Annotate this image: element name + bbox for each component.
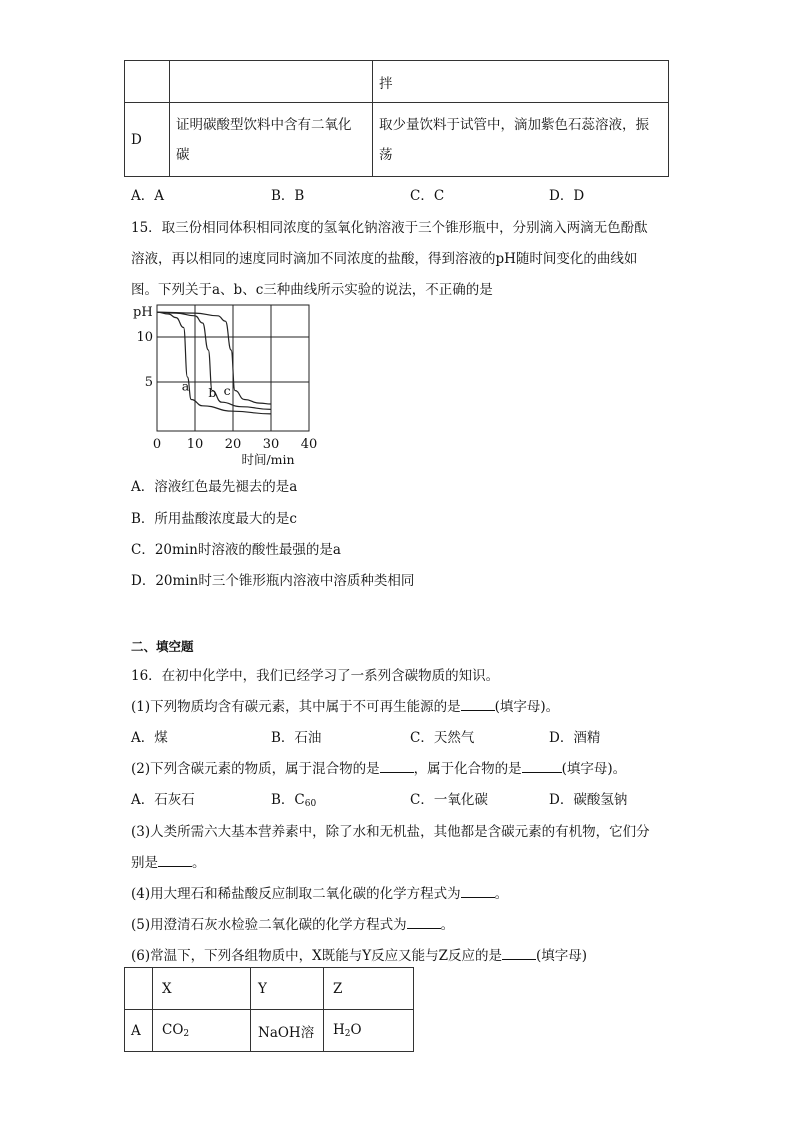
q16-p1-option-d: D．酒精 [549,730,601,746]
q16-part1-text: (1)下列物质均含有碳元素，其中属于不可再生能源的是 [131,699,461,715]
q14-table-cell [373,103,669,177]
answer-blank[interactable] [522,760,562,773]
q16-p2-option-a: A．石灰石 [131,792,195,808]
q16-part6-text: (6)常温下，下列各组物质中，X既能与Y反应又能与Z反应的是 [131,948,503,964]
q16-table-cell [153,1010,251,1052]
x-tick-label: 30 [262,437,280,452]
series-label-c: c [223,383,231,398]
q15-option-b: B．所用盐酸浓度最大的是c [131,511,297,527]
q15-stem-line: 溶液，再以相同的速度同时滴加不同浓度的盐酸，得到溶液的pH随时间变化的曲线如 [131,251,638,267]
q14-table-cell-line: 碳 [176,146,190,163]
q16-part3-line: (3)人类所需六大基本营养素中，除了水和无机盐，其他都是含碳元素的有机物，它们分 [131,824,650,840]
series-label-a: a [181,378,190,394]
q14-table-cell: 拌 [373,61,669,103]
chart-labels [133,305,317,467]
option-text: B．C [271,792,305,808]
q16-part3-line [131,851,206,871]
q16-table-header: Y [251,968,324,1010]
q16-table [124,967,414,1052]
q14-table-cell-line: 证明碳酸型饮料中含有二氧化 [176,116,352,133]
subscript: 60 [304,799,317,809]
y-tick-label: 10 [136,330,153,345]
q16-p1-option-c: C．天然气 [410,730,475,746]
formula-text: CO [162,1022,184,1038]
y-tick-label: 5 [144,375,153,390]
q16-part3-text: 。 [192,855,206,871]
x-tick-label: 10 [186,437,204,452]
q16-part2-text: (2)下列含碳元素的物质，属于混合物的是 [131,761,380,777]
answer-blank[interactable] [158,854,192,867]
q14-table-cell [125,61,170,103]
section-title: 二、填空题 [131,639,194,654]
q15-stem-line: 图。下列关于a、b、c三种曲线所示实验的说法，不正确的是 [131,282,493,298]
q14-option-c: C．C [410,188,445,204]
q14-table-cell: D [125,103,170,177]
q15-stem-line: 15．取三份相同体积相同浓度的氢氧化钠溶液于三个锥形瓶中，分别滴入两滴无色酚酞 [131,220,648,236]
q16-intro: 16．在初中化学中，我们已经学习了一系列含碳物质的知识。 [131,668,500,684]
q16-p1-option-b: B．石油 [271,730,322,746]
q16-table-header: Z [324,968,414,1010]
q15-option-d: D．20min时三个锥形瓶内溶液中溶质种类相同 [131,573,415,589]
q16-part6 [131,944,587,964]
q14-option-a: A．A [131,188,164,204]
q16-part2-text: (填字母)。 [561,761,627,777]
series-label-b: b [208,384,217,400]
ph-time-chart [128,302,328,468]
x-tick-label: 0 [152,437,162,452]
q16-table-header [125,968,153,1010]
q14-option-b: B．B [271,188,305,204]
q16-part5-text: (5)用澄清石灰水检验二氧化碳的化学方程式为 [131,917,407,933]
y-axis-label: pH [133,305,153,320]
q16-part5 [131,913,454,933]
q16-part5-text: 。 [440,917,455,933]
q16-p2-option-c: C．一氧化碳 [410,792,488,808]
q14-table-cell [170,61,373,103]
x-axis-label: 时间/min [241,452,295,467]
answer-blank[interactable] [461,885,495,898]
answer-blank[interactable] [380,760,414,773]
subscript: 2 [183,1029,190,1039]
answer-blank[interactable] [461,698,495,711]
q15-option-c: C．20min时溶液的酸性最强的是a [131,542,341,558]
formula-text: H [333,1022,345,1038]
formula-text: O [350,1022,362,1038]
q14-table-cell-line: 取少量饮料于试管中，滴加紫色石蕊溶液，振 [379,116,649,133]
q16-p1-option-a: A．煤 [131,730,168,746]
x-tick-label: 20 [224,437,242,452]
q16-table-header: X [153,968,251,1010]
q16-part1 [131,695,559,715]
q16-table-cell [324,1010,414,1052]
answer-blank[interactable] [502,947,536,960]
q14-table [124,60,669,177]
q14-option-d: D．D [549,188,585,204]
q14-table-cell [170,103,373,177]
q16-part4-text: (4)用大理石和稀盐酸反应制取二氧化碳的化学方程式为 [131,886,461,902]
q16-part6-text: (填字母) [536,948,588,964]
q16-p2-option-d: D．碳酸氢钠 [549,792,628,808]
q16-part4 [131,882,508,902]
q16-part2 [131,757,626,777]
q16-part3-text: 别是 [131,855,158,871]
q14-table-cell-line: 荡 [379,146,393,163]
answer-blank[interactable] [407,916,441,929]
q16-part4-text: 。 [494,886,509,902]
q16-table-cell: NaOH溶 [251,1010,324,1052]
subscript: 2 [344,1029,351,1039]
q16-part1-text: (填字母)。 [494,699,560,715]
q16-table-cell: A [125,1010,153,1052]
q16-part2-text: ，属于化合物的是 [413,761,522,777]
x-tick-label: 40 [300,437,318,452]
q15-option-a: A．溶液红色最先褪去的是a [131,479,298,495]
q16-p2-option-b [271,788,316,809]
